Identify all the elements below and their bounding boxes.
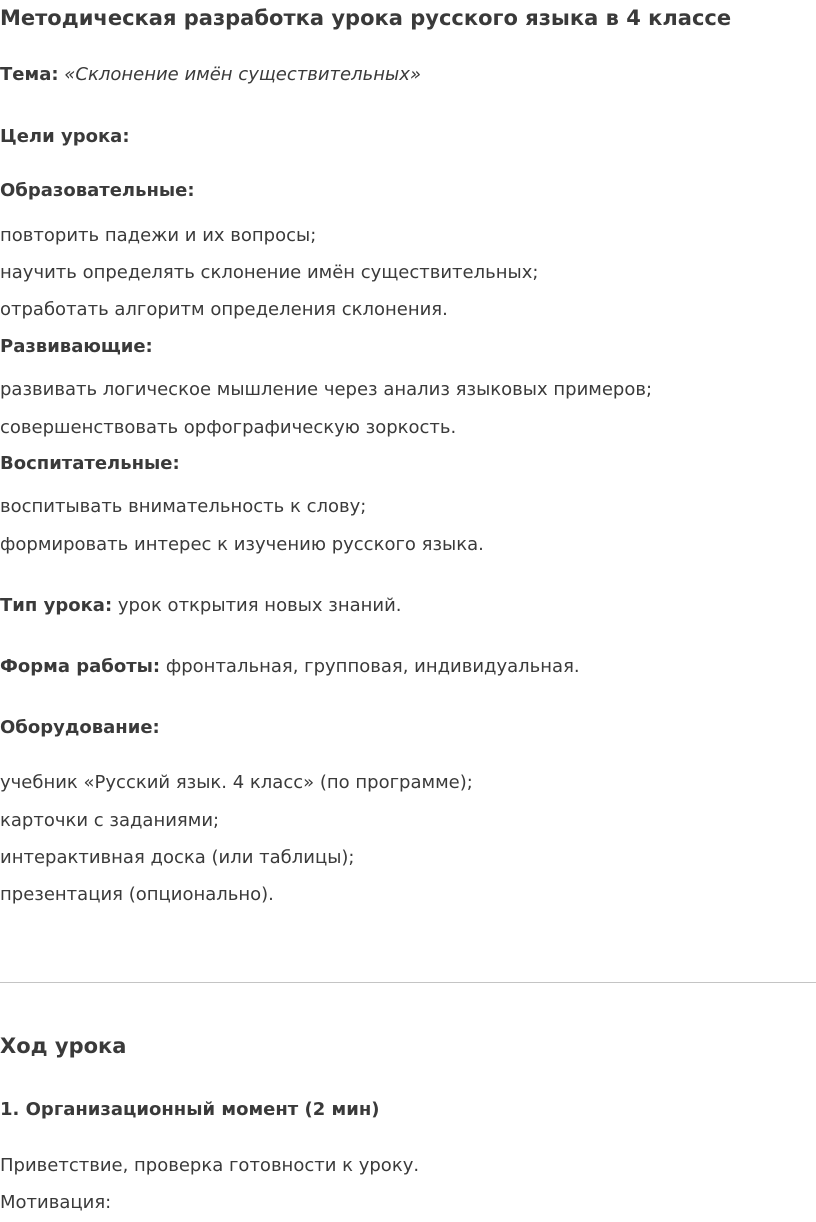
lesson-flow-line: Мотивация:: [0, 1192, 112, 1213]
topic-value: «Склонение имён существительных»: [64, 64, 421, 85]
lesson-type-line: [0, 597, 402, 615]
upbringing-item: формировать интерес к изучению русского языка.: [0, 534, 484, 555]
goals-heading: Цели урока:: [0, 126, 130, 147]
equipment-item: учебник «Русский язык. 4 класс» (по программе);: [0, 772, 473, 793]
page-title: Методическая разработка урока русского языка в 4 классе: [0, 6, 732, 30]
step1-heading: 1. Организационный момент (2 мин): [0, 1099, 380, 1120]
lesson-type-label: Тип урока:: [0, 595, 113, 616]
equipment-heading: Оборудование:: [0, 717, 160, 738]
work-form-value: фронтальная, групповая, индивидуальная.: [165, 656, 580, 677]
educational-item: научить определять склонение имён существительных;: [0, 262, 539, 283]
section-divider: [0, 982, 816, 983]
lesson-type-value: урок открытия новых знаний.: [117, 595, 402, 616]
upbringing-item: воспитывать внимательность к слову;: [0, 496, 367, 517]
educational-item: повторить падежи и их вопросы;: [0, 225, 317, 246]
work-form-label: Форма работы:: [0, 656, 161, 677]
lesson-flow-line: Приветствие, проверка готовности к уроку.: [0, 1155, 420, 1176]
upbringing-heading: Воспитательные:: [0, 453, 180, 474]
developing-item: совершенствовать орфографическую зоркость.: [0, 417, 457, 438]
educational-item: отработать алгоритм определения склонения.: [0, 299, 448, 320]
lesson-flow-heading: Ход урока: [0, 1034, 127, 1058]
work-form-line: [0, 658, 580, 676]
equipment-item: интерактивная доска (или таблицы);: [0, 847, 355, 868]
educational-heading: Образовательные:: [0, 180, 195, 201]
equipment-item: карточки с заданиями;: [0, 810, 220, 831]
topic-label: Тема:: [0, 64, 59, 85]
developing-heading: Развивающие:: [0, 336, 153, 357]
topic-line: [0, 66, 421, 84]
developing-item: развивать логическое мышление через анализ языковых примеров;: [0, 379, 653, 400]
equipment-item: презентация (опционально).: [0, 884, 274, 905]
